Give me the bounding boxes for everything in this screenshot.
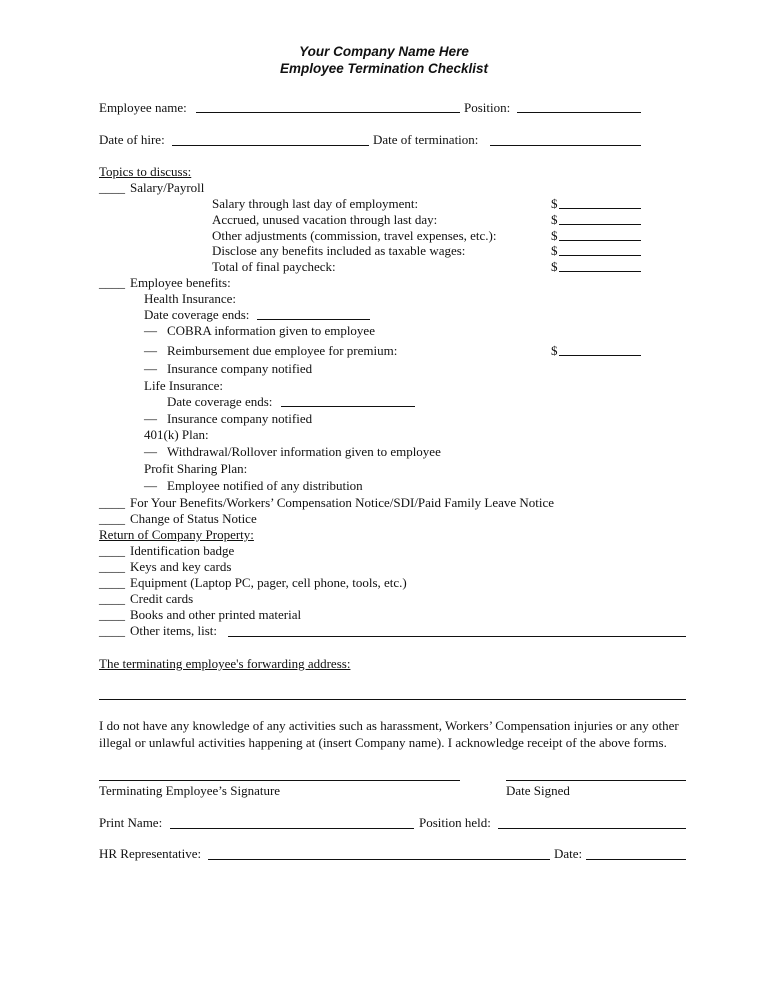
employee-signature-label: Terminating Employee’s Signature [99, 783, 281, 798]
benefits-checkbox[interactable]: ____ [99, 275, 125, 290]
employee-name-field[interactable] [196, 112, 460, 113]
reimbursement-amount-field[interactable] [559, 355, 641, 356]
currency-symbol: $ [551, 212, 558, 227]
other-items-field[interactable] [228, 636, 686, 637]
employee-name-label: Employee name: [99, 100, 187, 115]
health-insurance-label: Health Insurance: [144, 291, 237, 306]
currency-symbol: $ [551, 243, 558, 258]
benefits-notice-label: For Your Benefits/Workers’ Compensation Notice/SDI/Paid Family Leave Notice [130, 495, 555, 510]
benefits-label: Employee benefits: [130, 275, 231, 290]
salary-item-label: Other adjustments (commission, travel expenses, etc.): [212, 228, 497, 243]
position-label: Position: [464, 100, 511, 115]
topics-heading: Topics to discuss: [99, 164, 192, 179]
benefits-notice-checkbox[interactable]: ____ [99, 495, 125, 510]
salary-item-label: Disclose any benefits included as taxable wages: [212, 243, 466, 258]
rollover-label: Withdrawal/Rollover information given to employee [167, 444, 441, 459]
statement-line: I do not have any knowledge of any activities such as harassment, Workers’ Compensation injuries or any other [99, 718, 679, 733]
currency-symbol: $ [551, 196, 558, 211]
property-item: Equipment (Laptop PC, pager, cell phone, tools, etc.) [130, 575, 407, 590]
property-item: Identification badge [130, 543, 235, 558]
hr-date-field[interactable] [586, 859, 686, 860]
forwarding-address-field[interactable] [99, 699, 686, 700]
life-date-field[interactable] [281, 406, 415, 407]
property-checkbox[interactable]: ____ [99, 559, 125, 574]
distribution-dash[interactable]: — [144, 478, 157, 493]
property-item: Other items, list: [130, 623, 218, 638]
property-item: Credit cards [130, 591, 194, 606]
property-item: Books and other printed material [130, 607, 302, 622]
salary-checkbox[interactable]: ____ [99, 180, 125, 195]
print-name-field[interactable] [170, 828, 414, 829]
salary-item-label: Accrued, unused vacation through last day: [212, 212, 438, 227]
life-insurance-notified-dash[interactable]: — [144, 411, 157, 426]
currency-symbol: $ [551, 343, 558, 358]
date-signed-field[interactable] [506, 780, 686, 781]
property-checkbox[interactable]: ____ [99, 543, 125, 558]
life-insurance-label: Life Insurance: [144, 378, 224, 393]
date-of-termination-label: Date of termination: [373, 132, 479, 147]
print-name-label: Print Name: [99, 815, 163, 830]
employee-signature-field[interactable] [99, 780, 460, 781]
vacation-amount-field[interactable] [559, 224, 641, 225]
statement-line: illegal or unlawful activities happening at (insert Company name). I acknowledge receipt of the above forms. [99, 735, 667, 750]
status-notice-checkbox[interactable]: ____ [99, 511, 125, 526]
salary-item-label: Total of final paycheck: [212, 259, 336, 274]
position-held-field[interactable] [498, 828, 686, 829]
insurance-notified-dash[interactable]: — [144, 361, 157, 376]
life-insurance-notified-label: Insurance company notified [167, 411, 313, 426]
currency-symbol: $ [551, 259, 558, 274]
property-checkbox[interactable]: ____ [99, 591, 125, 606]
salary-amount-field[interactable] [559, 208, 641, 209]
property-checkbox[interactable]: ____ [99, 623, 125, 638]
company-name: Your Company Name Here [299, 44, 469, 59]
health-date-field[interactable] [257, 319, 370, 320]
adjustments-amount-field[interactable] [559, 240, 641, 241]
life-date-label: Date coverage ends: [167, 394, 273, 409]
cobra-label: COBRA information given to employee [167, 323, 375, 338]
profit-sharing-label: Profit Sharing Plan: [144, 461, 248, 476]
hr-date-label: Date: [554, 846, 583, 861]
position-field[interactable] [517, 112, 641, 113]
date-of-hire-label: Date of hire: [99, 132, 165, 147]
document-title: Employee Termination Checklist [279, 61, 489, 76]
status-notice-label: Change of Status Notice [130, 511, 257, 526]
salary-label: Salary/Payroll [130, 180, 205, 195]
date-of-hire-field[interactable] [172, 145, 369, 146]
hr-representative-field[interactable] [208, 859, 550, 860]
property-checkbox[interactable]: ____ [99, 607, 125, 622]
property-item: Keys and key cards [130, 559, 232, 574]
reimbursement-label: Reimbursement due employee for premium: [167, 343, 398, 358]
rollover-dash[interactable]: — [144, 444, 157, 459]
distribution-label: Employee notified of any distribution [167, 478, 363, 493]
cobra-dash[interactable]: — [144, 323, 157, 338]
final-paycheck-amount-field[interactable] [559, 271, 641, 272]
reimbursement-dash[interactable]: — [144, 343, 157, 358]
hr-representative-label: HR Representative: [99, 846, 202, 861]
taxable-benefits-amount-field[interactable] [559, 255, 641, 256]
salary-item-label: Salary through last day of employment: [212, 196, 419, 211]
insurance-notified-label: Insurance company notified [167, 361, 313, 376]
property-heading: Return of Company Property: [99, 527, 254, 542]
date-signed-label: Date Signed [506, 783, 570, 798]
currency-symbol: $ [551, 228, 558, 243]
forwarding-heading: The terminating employee's forwarding address: [99, 656, 351, 671]
health-date-label: Date coverage ends: [144, 307, 250, 322]
position-held-label: Position held: [419, 815, 491, 830]
401k-label: 401(k) Plan: [144, 427, 209, 442]
property-checkbox[interactable]: ____ [99, 575, 125, 590]
date-of-termination-field[interactable] [490, 145, 641, 146]
